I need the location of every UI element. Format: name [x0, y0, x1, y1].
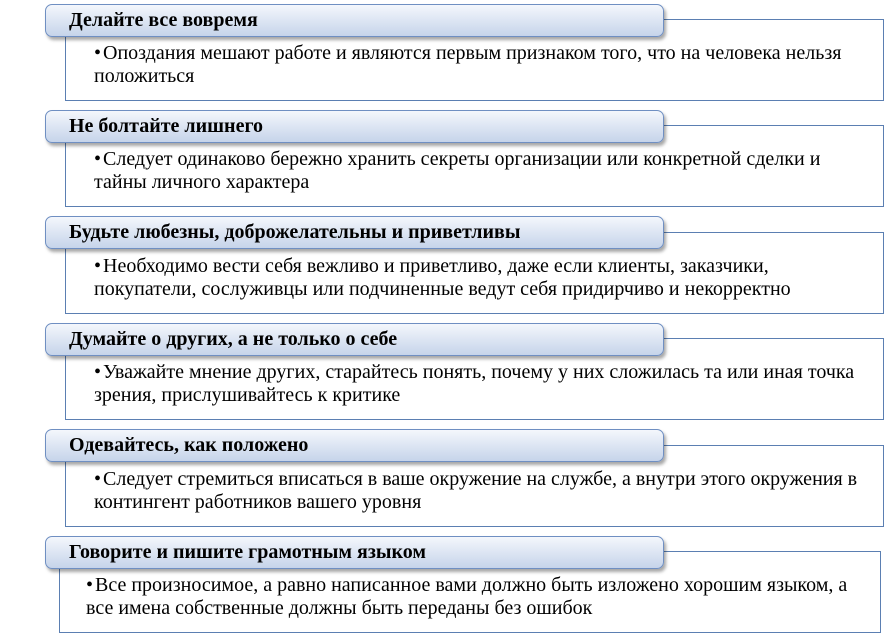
rule-6-text: •Все произносимое, а равно написанное вами должно быть изложено хорошим языком, а все имена собственные должны быть переданы без ошибок: [86, 574, 848, 619]
rule-2-header: [45, 110, 664, 143]
bullet-icon: •: [94, 255, 102, 277]
bullet-icon: •: [94, 42, 102, 64]
rule-2-text: •Следует одинаково бережно хранить секреты организации или конкретной сделки и тайны личного характера: [94, 148, 821, 193]
rule-2-title: Не болтайте лишнего: [69, 115, 264, 137]
rule-3-header: [45, 216, 664, 249]
rule-3-title: Будьте любезны, доброжелательны и приветливы: [69, 221, 521, 243]
rule-4-header: [45, 323, 664, 356]
rule-3-text: •Необходимо вести себя вежливо и приветливо, даже если клиенты, заказчики, покупатели, сослуживцы или подчиненные ведут себя придирчиво и некорректно: [94, 255, 791, 300]
bullet-icon: •: [94, 361, 102, 383]
bullet-icon: •: [86, 574, 94, 596]
rule-4-title: Думайте о других, а не только о себе: [69, 328, 398, 350]
rule-1-text: •Опоздания мешают работе и являются первым признаком того, что на человека нельзя положиться: [94, 42, 842, 87]
rule-1-title: Делайте все вовремя: [69, 9, 258, 31]
rule-1-header: [45, 4, 664, 37]
bullet-icon: •: [94, 148, 102, 170]
rule-5-text: •Следует стремиться вписаться в ваше окружение на службе, а внутри этого окружения в контингент работников вашего уровня: [94, 468, 858, 513]
rule-5-header: [45, 429, 664, 462]
bullet-icon: •: [94, 468, 102, 490]
rule-5-title: Одевайтесь, как положено: [69, 434, 309, 456]
rule-6-header: [45, 536, 664, 569]
rule-6-title: Говорите и пишите грамотным языком: [69, 541, 427, 563]
rule-4-text: •Уважайте мнение других, старайтесь понять, почему у них сложилась та или иная точка зрения, прислушивайтесь к критике: [94, 361, 855, 406]
